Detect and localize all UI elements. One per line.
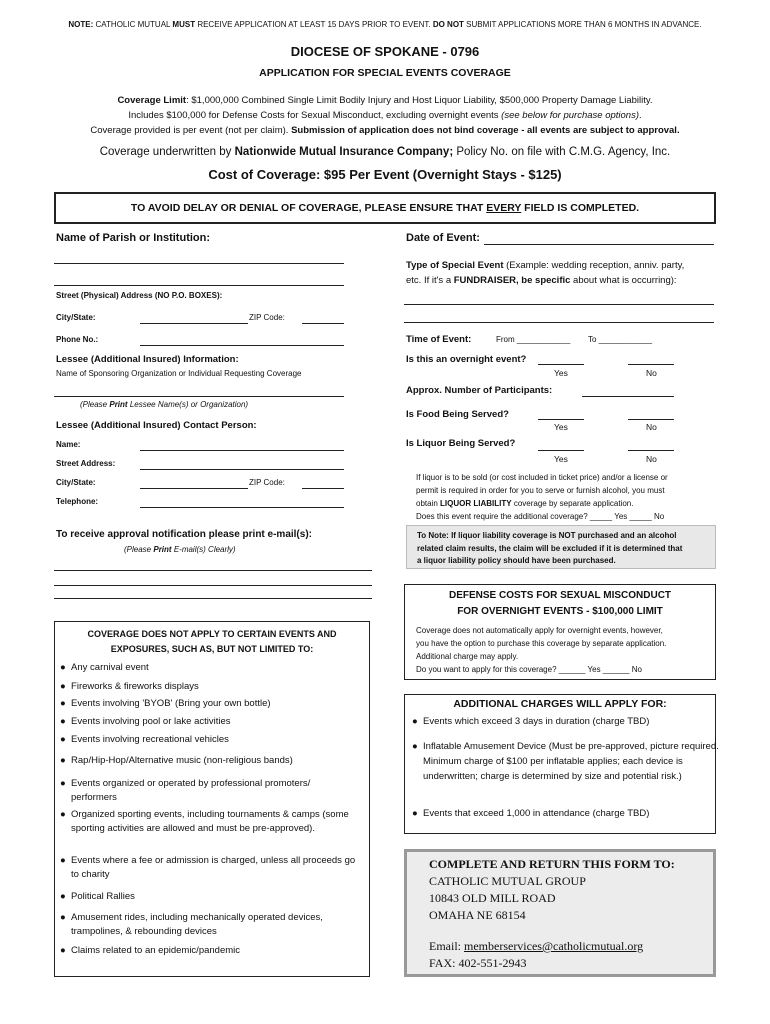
per-event-text: Coverage provided is per event (not per claim). bbox=[90, 125, 292, 136]
food-yes-input[interactable] bbox=[538, 419, 584, 420]
includes-text: Includes $100,000 for Defense Costs for Sexual Misconduct, excluding overnight events bbox=[128, 110, 502, 121]
exclusion-text: Events where a fee or admission is charged, unless all proceeds go to charity bbox=[71, 855, 356, 880]
exclusion-text: Events organized or operated by professional promoters/ performers bbox=[71, 778, 311, 803]
exclusion-item: ● Claims related to an epidemic/pandemic bbox=[60, 945, 241, 956]
exclusion-text: Fireworks & fireworks displays bbox=[71, 681, 199, 692]
defense-question[interactable]: Do you want to apply for this coverage? ______ Yes ______ No bbox=[416, 665, 642, 674]
liquor-note-2: permit is required in order for you to serve or furnish alcohol, you must bbox=[416, 486, 665, 495]
exclusion-text: Amusement rides, including mechanically operated devices, trampolines, & rebounding devices bbox=[71, 912, 323, 937]
notice-note: NOTE: bbox=[68, 20, 94, 29]
liquor-no: No bbox=[646, 454, 657, 464]
exclusion-item: ● Events involving pool or lake activities bbox=[60, 716, 231, 727]
email-hint-b: Print bbox=[153, 545, 172, 554]
notice-do-not: DO NOT bbox=[432, 20, 464, 29]
event-type-label: Type of Special Event bbox=[406, 260, 504, 271]
liquor-note-3c: coverage by separate application. bbox=[511, 499, 634, 508]
lessee-print-c: Lessee Name(s) or Organization) bbox=[127, 400, 249, 409]
return-email-label: Email: bbox=[429, 939, 464, 953]
food-no-input[interactable] bbox=[628, 419, 674, 420]
liquor-label: Is Liquor Being Served? bbox=[406, 438, 516, 449]
complete-every-field-banner bbox=[54, 192, 716, 224]
phone-input[interactable] bbox=[140, 345, 344, 346]
top-notice bbox=[0, 20, 770, 29]
contact-citystate-input[interactable] bbox=[140, 488, 248, 489]
liquor-warning-1: To Note: If liquor liability coverage is NOT purchased and an alcohol bbox=[417, 531, 677, 540]
return-email-line bbox=[429, 938, 713, 955]
lessee-print-a: (Please bbox=[80, 400, 110, 409]
exclusion-text: Events involving 'BYOB' (Bring your own bottle) bbox=[71, 698, 271, 709]
exclusions-title bbox=[54, 627, 370, 657]
liquor-note-3b: LIQUOR LIABILITY bbox=[440, 499, 512, 508]
exclusion-item: ● Events involving recreational vehicles bbox=[60, 734, 229, 745]
time-from[interactable]: From ____________ bbox=[496, 335, 571, 344]
exclusion-text: Events involving recreational vehicles bbox=[71, 734, 229, 745]
citystate-input[interactable] bbox=[140, 323, 248, 324]
exclusion-item: ● Organized sporting events, including tournaments & camps (some sporting activities are allowed and must be pre-approved). bbox=[60, 809, 349, 834]
coverage-limit-text: : $1,000,000 Combined Single Limit Bodily Injury and Host Liquor Liability, $500,000 Property Damage Liability. bbox=[186, 95, 653, 106]
zip-input[interactable] bbox=[302, 323, 344, 324]
exclusion-text: Organized sporting events, including tournaments & camps (some sporting activities are allowed and must be pre-approved). bbox=[71, 809, 349, 834]
coverage-limit-label: Coverage Limit bbox=[117, 95, 187, 106]
email-hint-c: E-mail(s) Clearly) bbox=[171, 545, 236, 554]
notice-text-3: SUBMIT APPLICATIONS MORE THAN 6 MONTHS IN ADVANCE. bbox=[463, 20, 702, 29]
exclusion-text: Claims related to an epidemic/pandemic bbox=[71, 945, 241, 956]
contact-zip-label: ZIP Code: bbox=[249, 478, 285, 487]
overnight-no: No bbox=[646, 368, 657, 378]
defense-text-1: Coverage does not automatically apply for overnight events, however, bbox=[416, 626, 663, 635]
return-fax: FAX: 402-551-2943 bbox=[429, 956, 527, 970]
exclusion-text: Political Rallies bbox=[71, 891, 135, 902]
return-street: 10843 OLD MILL ROAD bbox=[429, 891, 556, 905]
contact-name-label: Name: bbox=[56, 440, 81, 449]
charge-item: ● Events that exceed 1,000 in attendance (charge TBD) bbox=[412, 808, 650, 819]
date-label: Date of Event: bbox=[406, 232, 480, 244]
exclusion-item: ● Any carnival event bbox=[60, 662, 149, 673]
exclusion-text: Rap/Hip-Hop/Alternative music (non-religious bands) bbox=[71, 755, 293, 766]
cost-of-coverage: Cost of Coverage: $95 Per Event (Overnight Stays - $125) bbox=[208, 167, 562, 182]
exclusion-text: Any carnival event bbox=[71, 662, 149, 673]
contact-street-input[interactable] bbox=[140, 469, 344, 470]
exclusion-item: ● Rap/Hip-Hop/Alternative music (non-religious bands) bbox=[60, 755, 293, 766]
exclusions-title-2: EXPOSURES, SUCH AS, BUT NOT LIMITED TO: bbox=[110, 644, 314, 654]
event-type-text bbox=[406, 258, 716, 288]
diocese-title: DIOCESE OF SPOKANE - 0796 bbox=[290, 44, 480, 59]
overnight-label: Is this an overnight event? bbox=[406, 354, 527, 365]
liquor-note-1: If liquor is to be sold (or cost included in ticket price) and/or a license or bbox=[416, 473, 668, 482]
contact-citystate-label: City/State: bbox=[56, 478, 96, 487]
defense-text-2: you have the option to purchase this coverage by separate application. bbox=[416, 639, 667, 648]
lessee-print-hint bbox=[80, 400, 248, 409]
street-label: Street (Physical) Address (NO P.O. BOXES): bbox=[56, 291, 223, 300]
food-label: Is Food Being Served? bbox=[406, 409, 509, 420]
underwritten-c: Policy No. on file with C.M.G. Agency, Inc. bbox=[453, 146, 671, 158]
food-no: No bbox=[646, 422, 657, 432]
event-type-input-1[interactable] bbox=[404, 304, 714, 305]
defense-title-2: FOR OVERNIGHT EVENTS - $100,000 LIMIT bbox=[457, 606, 663, 617]
exclusion-item: ● Political Rallies bbox=[60, 891, 135, 902]
parish-input-line-2[interactable] bbox=[54, 285, 344, 286]
return-title: COMPLETE AND RETURN THIS FORM TO: bbox=[429, 857, 675, 871]
exclusion-item: ● Amusement rides, including mechanically operated devices, trampolines, & rebounding devices bbox=[60, 912, 323, 937]
email-hint-a: (Please bbox=[124, 545, 154, 554]
exclusion-item: ● Fireworks & fireworks displays bbox=[60, 681, 199, 692]
charge-text: Events that exceed 1,000 in attendance (charge TBD) bbox=[423, 808, 650, 819]
submission-text: Submission of application does not bind coverage - all events are subject to approval. bbox=[291, 125, 680, 136]
defense-title bbox=[404, 588, 716, 620]
time-to[interactable]: To ____________ bbox=[588, 335, 653, 344]
liquor-yes-input[interactable] bbox=[538, 450, 584, 451]
event-type-input-2[interactable] bbox=[404, 322, 714, 323]
notice-text-2: RECEIVE APPLICATION AT LEAST 15 DAYS PRIOR TO EVENT. bbox=[195, 20, 433, 29]
contact-telephone-input[interactable] bbox=[140, 507, 344, 508]
zip-label: ZIP Code: bbox=[249, 313, 285, 322]
liquor-warning-box bbox=[406, 525, 716, 569]
notice-text-1: CATHOLIC MUTUAL bbox=[93, 20, 173, 29]
participants-label: Approx. Number of Participants: bbox=[406, 385, 553, 396]
contact-name-input[interactable] bbox=[140, 450, 344, 451]
liquor-warning-2: related claim results, the claim will be excluded if it is determined that bbox=[417, 543, 683, 553]
exclusion-item: ● Events involving 'BYOB' (Bring your own bottle) bbox=[60, 698, 271, 709]
citystate-label: City/State: bbox=[56, 313, 96, 322]
contact-zip-input[interactable] bbox=[302, 488, 344, 489]
participants-input[interactable] bbox=[582, 396, 674, 397]
liquor-note-3a: obtain bbox=[416, 499, 441, 508]
date-input[interactable] bbox=[484, 244, 714, 245]
lessee-label: Lessee (Additional Insured) Information: bbox=[56, 354, 239, 365]
underwritten-company: Nationwide Mutual Insurance Company; bbox=[234, 146, 454, 158]
return-form-box bbox=[404, 849, 716, 977]
parish-input-line-1[interactable] bbox=[54, 263, 344, 264]
return-org: CATHOLIC MUTUAL GROUP bbox=[429, 874, 586, 888]
email-input-3[interactable] bbox=[54, 598, 372, 599]
event-type-e: about what is occurring): bbox=[570, 275, 677, 286]
underwritten-line bbox=[0, 146, 770, 158]
defense-title-1: DEFENSE COSTS FOR SEXUAL MISCONDUCT bbox=[448, 590, 672, 601]
includes-italic: (see below for purchase options) bbox=[501, 110, 639, 121]
per-event-line bbox=[0, 125, 770, 136]
event-type-b: (Example: wedding reception, anniv. party, bbox=[503, 260, 685, 271]
contact-street-label: Street Address: bbox=[56, 459, 116, 468]
food-yes: Yes bbox=[554, 422, 568, 432]
liquor-no-input[interactable] bbox=[628, 450, 674, 451]
liquor-note bbox=[416, 471, 716, 523]
warn-a: TO AVOID DELAY OR DENIAL OF COVERAGE, PLEASE ENSURE THAT bbox=[130, 202, 487, 214]
parish-label: Name of Parish or Institution: bbox=[56, 232, 211, 244]
overnight-yes-input[interactable] bbox=[538, 364, 584, 365]
liquor-warning-3: a liquor liability policy should have been purchased. bbox=[417, 556, 616, 565]
defense-text bbox=[416, 624, 712, 676]
includes-line bbox=[0, 110, 770, 121]
exclusions-title-1: COVERAGE DOES NOT APPLY TO CERTAIN EVENTS AND bbox=[87, 629, 337, 639]
email-input-1[interactable] bbox=[54, 570, 372, 571]
overnight-no-input[interactable] bbox=[628, 364, 674, 365]
overnight-yes: Yes bbox=[554, 368, 568, 378]
email-hint bbox=[124, 545, 236, 554]
charges-title: ADDITIONAL CHARGES WILL APPLY FOR: bbox=[453, 698, 667, 710]
lessee-input[interactable] bbox=[54, 396, 344, 397]
email-label: To receive approval notification please print e-mail(s): bbox=[56, 529, 312, 540]
contact-telephone-label: Telephone: bbox=[56, 497, 99, 506]
charge-text: Inflatable Amusement Device (Must be pre-approved, picture required. Minimum charge of $100 per inflatable applies; each device is underwritten; charge is determined by size and potential risk.) bbox=[423, 741, 719, 782]
return-city: OMAHA NE 68154 bbox=[429, 908, 526, 922]
defense-text-3: Additional charge may apply. bbox=[416, 652, 519, 661]
liquor-note-3 bbox=[416, 497, 716, 510]
lessee-sub: Name of Sponsoring Organization or Individual Requesting Coverage bbox=[56, 369, 302, 378]
lessee-print-b: Print bbox=[109, 400, 128, 409]
phone-label: Phone No.: bbox=[56, 335, 99, 344]
notice-must: MUST bbox=[172, 20, 196, 29]
contact-label: Lessee (Additional Insured) Contact Person: bbox=[56, 420, 257, 431]
warn-c: FIELD IS COMPLETED. bbox=[521, 202, 640, 214]
warn-every: EVERY bbox=[486, 202, 522, 214]
liquor-yes: Yes bbox=[554, 454, 568, 464]
event-type-c: etc. If it's a bbox=[406, 275, 454, 286]
underwritten-a: Coverage underwritten by bbox=[99, 146, 235, 158]
form-title: APPLICATION FOR SPECIAL EVENTS COVERAGE bbox=[259, 67, 511, 79]
return-email-link[interactable]: memberservices@catholicmutual.org bbox=[464, 939, 644, 953]
exclusion-text: Events involving pool or lake activities bbox=[71, 716, 231, 727]
includes-end: . bbox=[639, 110, 642, 121]
event-type-fundraiser: FUNDRAISER, be specific bbox=[453, 275, 571, 286]
time-label: Time of Event: bbox=[406, 334, 472, 345]
charge-item: ● Inflatable Amusement Device (Must be pre-approved, picture required. Minimum charge of $100 per inflatable applies; each device is underwritten; charge is determined by size and potential risk.) bbox=[412, 741, 719, 782]
charge-item: ● Events which exceed 3 days in duration (charge TBD) bbox=[412, 716, 650, 727]
exclusion-item: ● Events where a fee or admission is charged, unless all proceeds go to charity bbox=[60, 855, 356, 880]
coverage-limit-line bbox=[0, 95, 770, 106]
email-input-2[interactable] bbox=[54, 585, 372, 586]
charge-text: Events which exceed 3 days in duration (charge TBD) bbox=[423, 716, 650, 727]
liquor-note-4[interactable]: Does this event require the additional coverage? _____ Yes _____ No bbox=[416, 512, 665, 521]
exclusion-item: ● Events organized or operated by professional promoters/ performers bbox=[60, 778, 311, 803]
